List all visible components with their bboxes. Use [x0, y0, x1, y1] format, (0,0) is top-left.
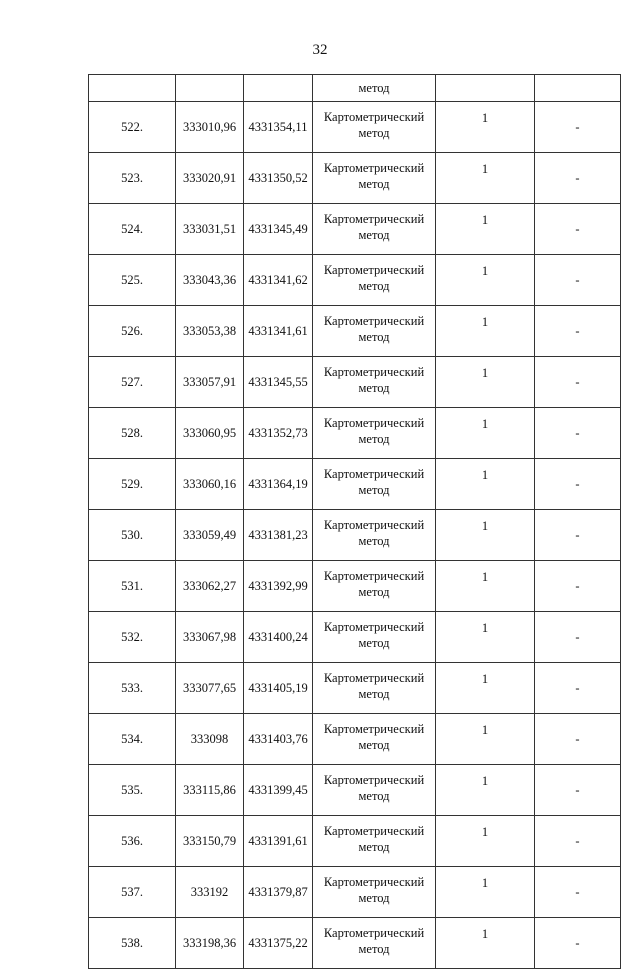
point-number-cell: 528.	[89, 408, 176, 459]
note-cell: -	[535, 357, 621, 408]
method-line-2: метод	[358, 279, 390, 293]
method-line-2: метод	[358, 177, 390, 191]
accuracy-cell: 1	[436, 153, 535, 204]
point-number-cell: 536.	[89, 816, 176, 867]
table-row	[89, 561, 621, 612]
note-cell: -	[535, 102, 621, 153]
method-line-2: метод	[358, 891, 390, 905]
point-number-cell: 534.	[89, 714, 176, 765]
x-coordinate-cell: 333060,95	[176, 408, 244, 459]
method-cell	[313, 408, 436, 459]
method-line-2: метод	[358, 432, 390, 446]
method-line-2: метод	[358, 381, 390, 395]
method-cell	[313, 816, 436, 867]
method-line-2: метод	[358, 789, 390, 803]
table-row	[89, 918, 621, 969]
y-coordinate-cell: 4331345,49	[244, 204, 313, 255]
accuracy-cell: 1	[436, 306, 535, 357]
point-number-cell: 535.	[89, 765, 176, 816]
note-cell: -	[535, 918, 621, 969]
point-number-cell: 525.	[89, 255, 176, 306]
method-line-2: метод	[358, 636, 390, 650]
method-line-1: Картометрический	[323, 671, 425, 685]
note-cell: -	[535, 612, 621, 663]
method-line-1: Картометрический	[323, 875, 425, 889]
continuation-cell-x	[176, 75, 244, 102]
method-line-1: Картометрический	[323, 620, 425, 634]
x-coordinate-cell: 333020,91	[176, 153, 244, 204]
table-row	[89, 663, 621, 714]
method-line-2: метод	[358, 534, 390, 548]
note-cell: -	[535, 867, 621, 918]
point-number-cell: 527.	[89, 357, 176, 408]
table-row	[89, 153, 621, 204]
table-row	[89, 510, 621, 561]
method-line-2: метод	[358, 840, 390, 854]
y-coordinate-cell: 4331350,52	[244, 153, 313, 204]
method-line-2: метод	[358, 483, 390, 497]
method-line-2: метод	[358, 687, 390, 701]
method-line-2: метод	[358, 738, 390, 752]
y-coordinate-cell: 4331364,19	[244, 459, 313, 510]
note-cell: -	[535, 306, 621, 357]
note-cell: -	[535, 816, 621, 867]
point-number-cell: 538.	[89, 918, 176, 969]
point-number-cell: 530.	[89, 510, 176, 561]
y-coordinate-cell: 4331379,87	[244, 867, 313, 918]
table-row	[89, 408, 621, 459]
point-number-cell: 537.	[89, 867, 176, 918]
method-line-2: метод	[358, 942, 390, 956]
method-cell	[313, 663, 436, 714]
method-cell	[313, 510, 436, 561]
table-row	[89, 204, 621, 255]
x-coordinate-cell: 333057,91	[176, 357, 244, 408]
note-cell: -	[535, 408, 621, 459]
x-coordinate-cell: 333115,86	[176, 765, 244, 816]
point-number-cell: 533.	[89, 663, 176, 714]
table-row	[89, 867, 621, 918]
method-line-1: Картометрический	[323, 161, 425, 175]
table-row	[89, 816, 621, 867]
accuracy-cell: 1	[436, 765, 535, 816]
point-number-cell: 523.	[89, 153, 176, 204]
method-cell	[313, 867, 436, 918]
method-line-1: Картометрический	[323, 110, 425, 124]
point-number-cell: 526.	[89, 306, 176, 357]
continuation-cell-note	[535, 75, 621, 102]
method-cell	[313, 561, 436, 612]
x-coordinate-cell: 333062,27	[176, 561, 244, 612]
page-number: 32	[312, 42, 328, 58]
y-coordinate-cell: 4331381,23	[244, 510, 313, 561]
x-coordinate-cell: 333059,49	[176, 510, 244, 561]
note-cell: -	[535, 459, 621, 510]
coordinates-table	[88, 74, 621, 969]
x-coordinate-cell: 333077,65	[176, 663, 244, 714]
y-coordinate-cell: 4331399,45	[244, 765, 313, 816]
note-cell: -	[535, 765, 621, 816]
note-cell: -	[535, 153, 621, 204]
y-coordinate-cell: 4331345,55	[244, 357, 313, 408]
method-line-2: метод	[358, 126, 390, 140]
accuracy-cell: 1	[436, 408, 535, 459]
accuracy-cell: 1	[436, 612, 535, 663]
x-coordinate-cell: 333031,51	[176, 204, 244, 255]
method-line-1: Картометрический	[323, 773, 425, 787]
method-cell	[313, 765, 436, 816]
method-line-1: Картометрический	[323, 263, 425, 277]
method-line-1: Картометрический	[323, 467, 425, 481]
accuracy-cell: 1	[436, 816, 535, 867]
table-row	[89, 459, 621, 510]
continuation-row	[89, 75, 621, 102]
continuation-cell-accuracy	[436, 75, 535, 102]
accuracy-cell: 1	[436, 663, 535, 714]
method-line-1: Картометрический	[323, 518, 425, 532]
x-coordinate-cell: 333067,98	[176, 612, 244, 663]
method-line-1: Картометрический	[323, 824, 425, 838]
continuation-cell-y	[244, 75, 313, 102]
y-coordinate-cell: 4331391,61	[244, 816, 313, 867]
x-coordinate-cell: 333060,16	[176, 459, 244, 510]
note-cell: -	[535, 510, 621, 561]
method-cell	[313, 153, 436, 204]
method-line-1: Картометрический	[323, 722, 425, 736]
y-coordinate-cell: 4331341,61	[244, 306, 313, 357]
method-cell	[313, 612, 436, 663]
accuracy-cell: 1	[436, 561, 535, 612]
table-row	[89, 102, 621, 153]
y-coordinate-cell: 4331392,99	[244, 561, 313, 612]
x-coordinate-cell: 333043,36	[176, 255, 244, 306]
note-cell: -	[535, 255, 621, 306]
note-cell: -	[535, 204, 621, 255]
accuracy-cell: 1	[436, 357, 535, 408]
point-number-cell: 529.	[89, 459, 176, 510]
table-row	[89, 255, 621, 306]
note-cell: -	[535, 561, 621, 612]
method-cell	[313, 714, 436, 765]
method-cell	[313, 102, 436, 153]
method-line-1: Картометрический	[323, 926, 425, 940]
table-row	[89, 612, 621, 663]
method-line-1: Картометрический	[323, 416, 425, 430]
x-coordinate-cell: 333010,96	[176, 102, 244, 153]
method-line-2: метод	[358, 228, 390, 242]
method-line-2: метод	[358, 330, 390, 344]
point-number-cell: 532.	[89, 612, 176, 663]
table-row	[89, 765, 621, 816]
x-coordinate-cell: 333053,38	[176, 306, 244, 357]
point-number-cell: 531.	[89, 561, 176, 612]
method-line-1: Картометрический	[323, 212, 425, 226]
x-coordinate-cell: 333150,79	[176, 816, 244, 867]
method-line-1: Картометрический	[323, 314, 425, 328]
y-coordinate-cell: 4331400,24	[244, 612, 313, 663]
note-cell: -	[535, 714, 621, 765]
note-cell: -	[535, 663, 621, 714]
table-row	[89, 714, 621, 765]
accuracy-cell: 1	[436, 102, 535, 153]
x-coordinate-cell: 333098	[176, 714, 244, 765]
method-cell	[313, 918, 436, 969]
accuracy-cell: 1	[436, 255, 535, 306]
x-coordinate-cell: 333198,36	[176, 918, 244, 969]
y-coordinate-cell: 4331352,73	[244, 408, 313, 459]
method-cell	[313, 306, 436, 357]
method-cell	[313, 357, 436, 408]
continuation-cell-method: метод	[313, 75, 436, 102]
y-coordinate-cell: 4331354,11	[244, 102, 313, 153]
y-coordinate-cell: 4331405,19	[244, 663, 313, 714]
method-line-1: Картометрический	[323, 365, 425, 379]
y-coordinate-cell: 4331341,62	[244, 255, 313, 306]
method-line-1: Картометрический	[323, 569, 425, 583]
accuracy-cell: 1	[436, 918, 535, 969]
y-coordinate-cell: 4331403,76	[244, 714, 313, 765]
method-cell	[313, 204, 436, 255]
accuracy-cell: 1	[436, 867, 535, 918]
accuracy-cell: 1	[436, 714, 535, 765]
table-row	[89, 306, 621, 357]
method-cell	[313, 255, 436, 306]
point-number-cell: 522.	[89, 102, 176, 153]
x-coordinate-cell: 333192	[176, 867, 244, 918]
continuation-cell-num	[89, 75, 176, 102]
y-coordinate-cell: 4331375,22	[244, 918, 313, 969]
point-number-cell: 524.	[89, 204, 176, 255]
accuracy-cell: 1	[436, 459, 535, 510]
method-cell	[313, 459, 436, 510]
accuracy-cell: 1	[436, 204, 535, 255]
table-row	[89, 357, 621, 408]
accuracy-cell: 1	[436, 510, 535, 561]
method-line-2: метод	[358, 585, 390, 599]
